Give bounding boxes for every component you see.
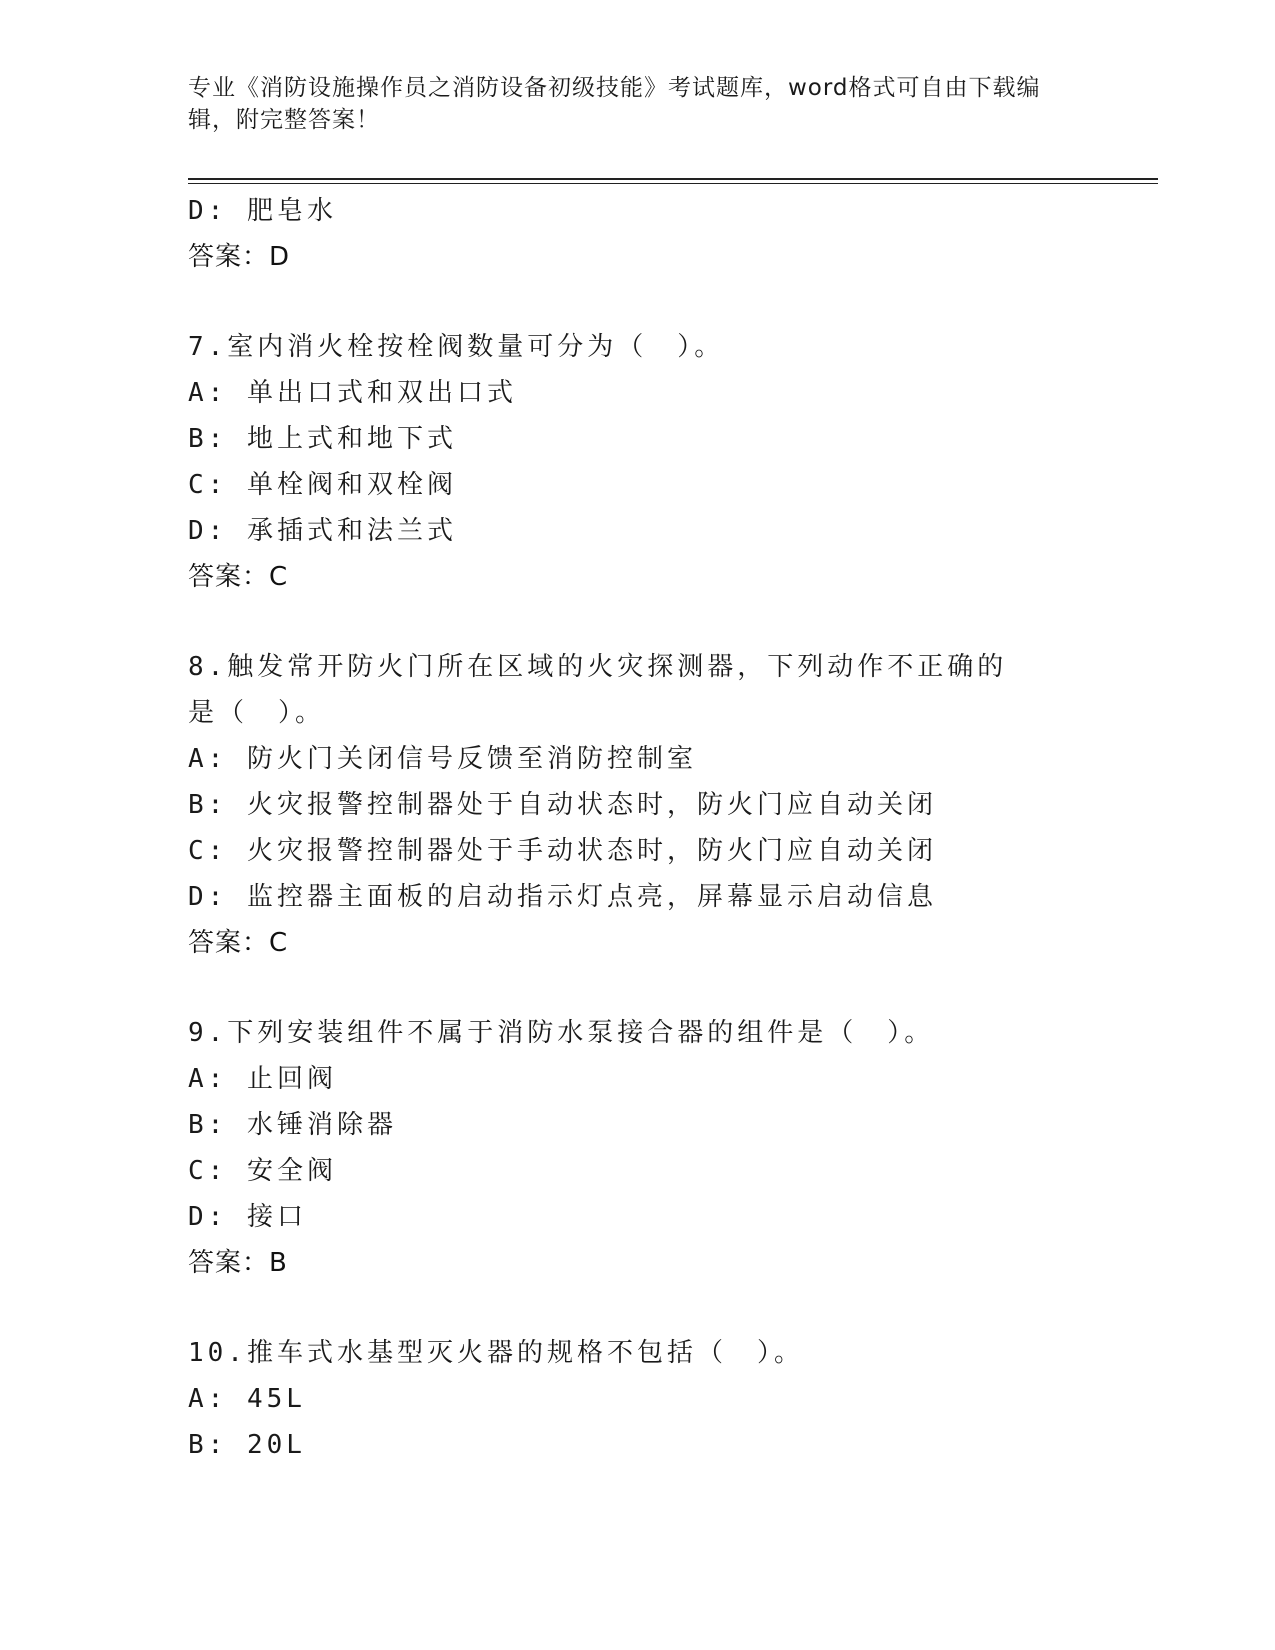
option-d: D: 肥皂水: [188, 196, 337, 226]
header-divider-thick: [188, 178, 1158, 180]
option-b: B: 水锤消除器: [188, 1110, 397, 1140]
page-header: 专业《消防设施操作员之消防设备初级技能》考试题库，word格式可自由下载编辑，附完整答案！: [188, 75, 1041, 133]
option-b: B: 火灾报警控制器处于自动状态时，防火门应自动关闭: [188, 790, 937, 820]
option-c: C: 火灾报警控制器处于手动状态时，防火门应自动关闭: [188, 836, 937, 866]
option-a: A: 防火门关闭信号反馈至消防控制室: [188, 744, 697, 774]
option-a: A: 45L: [188, 1384, 306, 1414]
option-d: D: 接口: [188, 1202, 307, 1232]
option-d: D: 承插式和法兰式: [188, 516, 457, 546]
question-stem: 8.触发常开防火门所在区域的火灾探测器，下列动作不正确的是（ ）。: [188, 652, 1008, 728]
question-list: [188, 188, 1088, 1468]
question-stem: 9.下列安装组件不属于消防水泵接合器的组件是（ ）。: [188, 1018, 935, 1048]
option-a: A: 单出口式和双出口式: [188, 378, 517, 408]
option-d: D: 监控器主面板的启动指示灯点亮，屏幕显示启动信息: [188, 882, 937, 912]
header-divider-thin: [188, 183, 1158, 184]
option-b: B: 20L: [188, 1430, 306, 1460]
question-stem: 10.推车式水基型灭火器的规格不包括（ ）。: [188, 1338, 804, 1368]
option-c: C: 单栓阀和双栓阀: [188, 470, 457, 500]
answer-line: 答案：B: [188, 1248, 288, 1278]
option-c: C: 安全阀: [188, 1156, 337, 1186]
option-a: A: 止回阀: [188, 1064, 337, 1094]
answer-line: 答案：C: [188, 928, 289, 958]
answer-line: 答案：D: [188, 242, 291, 272]
question-stem: 7.室内消火栓按栓阀数量可分为（ ）。: [188, 332, 725, 362]
option-b: B: 地上式和地下式: [188, 424, 457, 454]
answer-line: 答案：C: [188, 562, 289, 592]
